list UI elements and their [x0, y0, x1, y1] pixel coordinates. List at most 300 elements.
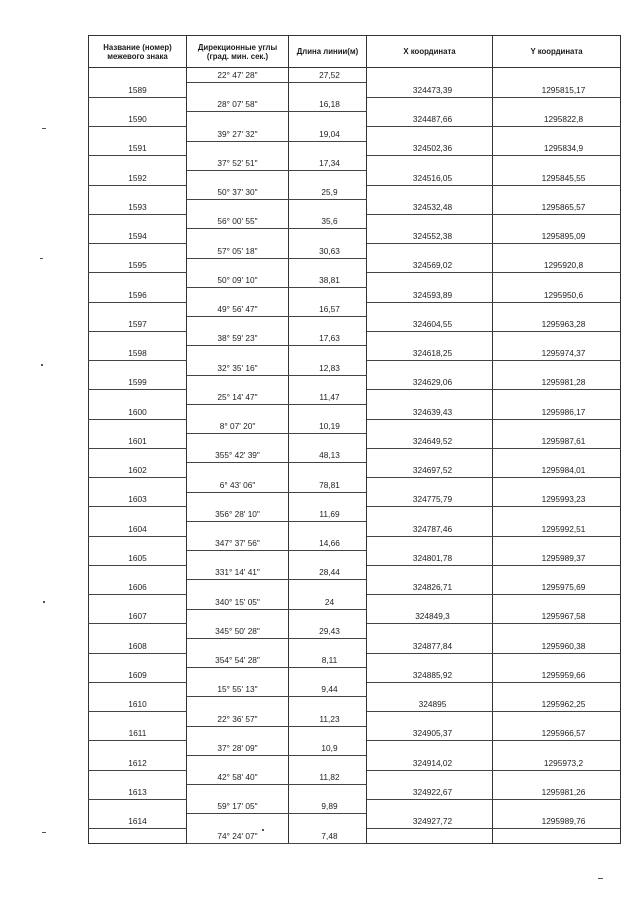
- line-length-cell-text: 10,9: [321, 742, 338, 753]
- point-name-cell-text: 1597: [128, 318, 147, 329]
- point-name-cell: [89, 565, 187, 580]
- direction-angle-cell: [187, 214, 289, 229]
- direction-angle-cell: [187, 200, 289, 215]
- y-coordinate-cell: [493, 97, 621, 112]
- x-coordinate-cell: [367, 156, 493, 171]
- direction-angle-cell-text: 28° 07' 58": [217, 99, 258, 110]
- y-coordinate-cell-text: 1295981,26: [541, 786, 586, 797]
- y-coordinate-cell: [493, 244, 621, 259]
- point-name-cell: [89, 799, 187, 814]
- y-coordinate-cell: [493, 624, 621, 639]
- line-length-cell: [289, 726, 367, 741]
- y-coordinate-cell: [493, 785, 621, 800]
- y-coordinate-cell: [493, 361, 621, 376]
- line-length-cell-text: 28,44: [319, 567, 340, 578]
- point-name-cell: [89, 361, 187, 376]
- line-length-cell: [289, 551, 367, 566]
- x-coordinate-cell: [367, 741, 493, 756]
- y-coordinate-cell-text: 1295989,37: [541, 552, 586, 563]
- point-name-cell: [89, 624, 187, 639]
- point-name-cell: [89, 741, 187, 756]
- point-name-cell-text: 1595: [128, 260, 147, 271]
- y-coordinate-cell-text: 1295895,09: [541, 231, 586, 241]
- segment-row: [89, 595, 621, 610]
- y-coordinate-cell: [493, 521, 621, 536]
- direction-angle-cell-text: 345° 50' 28": [215, 625, 260, 636]
- point-name-cell: [89, 521, 187, 536]
- y-coordinate-cell: [493, 302, 621, 317]
- point-row: [89, 668, 621, 683]
- line-length-cell-text: 11,47: [319, 391, 340, 402]
- x-coordinate-cell: [367, 814, 493, 829]
- x-coordinate-cell: [367, 478, 493, 493]
- x-coordinate-cell: [367, 726, 493, 741]
- x-coordinate-cell-text: 324775,79: [412, 494, 453, 505]
- direction-angle-cell: [187, 463, 289, 478]
- y-coordinate-cell-text: 1295975,69: [541, 582, 586, 592]
- point-name-cell: [89, 200, 187, 215]
- y-coordinate-cell: [493, 214, 621, 229]
- y-coordinate-cell: [493, 404, 621, 419]
- line-length-cell: [289, 668, 367, 683]
- x-coordinate-cell-text: 324895: [418, 699, 447, 709]
- x-coordinate-cell: [367, 682, 493, 697]
- x-coordinate-cell: [367, 390, 493, 405]
- point-row: [89, 814, 621, 829]
- point-name-cell: [89, 536, 187, 551]
- segment-row: [89, 507, 621, 522]
- point-row: [89, 200, 621, 215]
- direction-angle-cell: [187, 712, 289, 727]
- x-coordinate-cell: [367, 580, 493, 595]
- direction-angle-cell: [187, 785, 289, 800]
- point-name-cell: [89, 609, 187, 624]
- point-name-cell: [89, 68, 187, 83]
- direction-angle-cell: [187, 346, 289, 361]
- line-length-cell-text: 25,9: [321, 187, 338, 198]
- point-row: [89, 726, 621, 741]
- direction-angle-cell-text: 354° 54' 28": [215, 655, 260, 666]
- x-coordinate-cell: [367, 565, 493, 580]
- y-coordinate-cell: [493, 346, 621, 361]
- direction-angle-cell: [187, 755, 289, 770]
- y-coordinate-cell: [493, 653, 621, 668]
- x-coordinate-cell: [367, 521, 493, 536]
- segment-row: [89, 565, 621, 580]
- point-name-cell: [89, 448, 187, 463]
- table-header-row: [89, 36, 621, 68]
- point-name-cell-text: 1601: [128, 435, 147, 446]
- point-name-cell: [89, 258, 187, 273]
- point-name-cell: [89, 244, 187, 259]
- x-coordinate-cell-text: 324629,06: [412, 377, 453, 388]
- direction-angle-cell: [187, 302, 289, 317]
- line-length-cell: [289, 609, 367, 624]
- line-length-cell-text: 11,69: [319, 508, 340, 519]
- direction-angle-cell: [187, 492, 289, 507]
- point-name-cell: [89, 346, 187, 361]
- point-name-cell: [89, 141, 187, 156]
- segment-row: [89, 185, 621, 200]
- y-coordinate-cell: [493, 434, 621, 449]
- segment-row: [89, 390, 621, 405]
- line-length-cell-text: 29,43: [319, 625, 340, 636]
- direction-angle-cell-text: 355° 42' 39": [215, 450, 260, 461]
- x-coordinate-cell: [367, 375, 493, 390]
- point-row: [89, 434, 621, 449]
- point-name-cell-text: 1603: [128, 494, 147, 505]
- x-coordinate-cell: [367, 287, 493, 302]
- segment-row: [89, 127, 621, 142]
- point-name-cell: [89, 682, 187, 697]
- point-name-cell-text: 1594: [128, 231, 147, 241]
- y-coordinate-cell: [493, 697, 621, 712]
- line-length-cell: [289, 156, 367, 171]
- direction-angle-cell-text: 57° 05' 18": [217, 245, 258, 256]
- x-coordinate-cell: [367, 434, 493, 449]
- segment-row: [89, 361, 621, 376]
- direction-angle-cell: [187, 141, 289, 156]
- direction-angle-cell-text: 56° 00' 55": [217, 216, 258, 227]
- y-coordinate-cell: [493, 565, 621, 580]
- y-coordinate-cell-text: 1295920,8: [543, 260, 584, 271]
- y-coordinate-cell: [493, 638, 621, 653]
- direction-angle-cell-text: 37° 28' 09": [217, 742, 258, 753]
- line-length-cell: [289, 331, 367, 346]
- line-length-cell-text: 16,18: [319, 99, 340, 110]
- point-name-cell: [89, 785, 187, 800]
- point-name-cell: [89, 653, 187, 668]
- point-name-cell-text: 1592: [128, 172, 147, 183]
- x-coordinate-cell-text: 324801,78: [412, 552, 453, 563]
- y-coordinate-cell: [493, 463, 621, 478]
- line-length-cell: [289, 463, 367, 478]
- y-coordinate-cell-text: 1295993,23: [541, 494, 586, 505]
- point-row: [89, 580, 621, 595]
- line-length-cell: [289, 814, 367, 829]
- line-length-cell-text: 8,11: [321, 655, 338, 666]
- x-coordinate-cell-text: 324569,02: [412, 260, 453, 271]
- x-coordinate-cell-text: 324502,36: [412, 143, 453, 154]
- x-coordinate-cell: [367, 609, 493, 624]
- line-length-cell: [289, 755, 367, 770]
- y-coordinate-cell-text: 1295865,57: [541, 201, 586, 212]
- point-name-cell: [89, 302, 187, 317]
- x-coordinate-cell: [367, 68, 493, 83]
- line-length-cell: [289, 653, 367, 668]
- line-length-cell-text: 78,81: [319, 479, 340, 490]
- x-coordinate-cell: [367, 244, 493, 259]
- x-coordinate-cell: [367, 419, 493, 434]
- line-length-cell: [289, 229, 367, 244]
- line-length-cell: [289, 127, 367, 142]
- direction-angle-cell-text: 39° 27' 32": [217, 128, 258, 139]
- line-length-cell: [289, 492, 367, 507]
- line-length-cell-text: 10,19: [319, 421, 340, 432]
- x-coordinate-cell: [367, 170, 493, 185]
- y-coordinate-cell: [493, 448, 621, 463]
- y-coordinate-cell: [493, 185, 621, 200]
- x-coordinate-cell-text: 324604,55: [412, 318, 453, 329]
- point-row: [89, 258, 621, 273]
- line-length-cell: [289, 273, 367, 288]
- x-coordinate-cell-text: 324552,38: [412, 231, 453, 241]
- y-coordinate-cell: [493, 507, 621, 522]
- point-name-cell-text: 1606: [128, 582, 147, 592]
- y-coordinate-cell: [493, 799, 621, 814]
- x-coordinate-cell: [367, 258, 493, 273]
- line-length-cell-text: 35,6: [321, 216, 338, 227]
- y-coordinate-cell-text: 1295986,17: [541, 406, 586, 417]
- point-name-cell-text: 1611: [128, 728, 147, 739]
- direction-angle-cell: [187, 229, 289, 244]
- x-coordinate-cell: [367, 492, 493, 507]
- x-coordinate-cell-text: 324618,25: [412, 348, 453, 358]
- y-coordinate-cell: [493, 200, 621, 215]
- direction-angle-cell: [187, 375, 289, 390]
- direction-angle-cell: [187, 156, 289, 171]
- line-length-cell: [289, 770, 367, 785]
- y-coordinate-cell: [493, 682, 621, 697]
- line-length-cell: [289, 185, 367, 200]
- segment-row: [89, 682, 621, 697]
- point-row: [89, 83, 621, 98]
- direction-angle-cell: [187, 799, 289, 814]
- x-coordinate-cell: [367, 653, 493, 668]
- point-row: [89, 229, 621, 244]
- scan-mark: [40, 258, 43, 259]
- x-coordinate-cell-text: 324532,48: [412, 201, 453, 212]
- table-body: [89, 68, 621, 844]
- line-length-cell: [289, 170, 367, 185]
- y-coordinate-cell: [493, 741, 621, 756]
- y-coordinate-cell: [493, 609, 621, 624]
- direction-angle-cell: [187, 580, 289, 595]
- segment-row: [89, 156, 621, 171]
- direction-angle-cell-text: 37° 52' 51": [217, 157, 258, 168]
- x-coordinate-cell: [367, 712, 493, 727]
- point-name-cell: [89, 185, 187, 200]
- line-length-cell: [289, 580, 367, 595]
- segment-row: [89, 419, 621, 434]
- point-name-cell: [89, 390, 187, 405]
- point-row: [89, 170, 621, 185]
- direction-angle-cell-text: 22° 36' 57": [217, 713, 258, 724]
- x-coordinate-cell: [367, 463, 493, 478]
- x-coordinate-cell: [367, 799, 493, 814]
- point-name-cell: [89, 214, 187, 229]
- segment-row: [89, 712, 621, 727]
- point-row: [89, 317, 621, 332]
- y-coordinate-cell-text: 1295967,58: [541, 611, 586, 622]
- point-name-cell: [89, 463, 187, 478]
- x-coordinate-cell: [367, 624, 493, 639]
- point-name-cell: [89, 755, 187, 770]
- direction-angle-cell-text: 59° 17' 05": [217, 801, 258, 812]
- y-coordinate-cell: [493, 375, 621, 390]
- x-coordinate-cell-text: 324787,46: [412, 523, 453, 534]
- point-name-cell: [89, 317, 187, 332]
- y-coordinate-cell-text: 1295973,2: [543, 757, 584, 768]
- line-length-cell: [289, 507, 367, 522]
- line-length-cell: [289, 741, 367, 756]
- x-coordinate-cell-text: 324649,52: [412, 435, 453, 446]
- direction-angle-cell: [187, 112, 289, 127]
- point-name-cell: [89, 434, 187, 449]
- direction-angle-cell: [187, 317, 289, 332]
- y-coordinate-cell: [493, 68, 621, 83]
- line-length-cell-text: 17,63: [319, 333, 340, 344]
- direction-angle-cell: [187, 258, 289, 273]
- x-coordinate-cell: [367, 785, 493, 800]
- segment-row: [89, 536, 621, 551]
- point-row: [89, 609, 621, 624]
- y-coordinate-cell: [493, 229, 621, 244]
- segment-row: [89, 448, 621, 463]
- x-coordinate-cell: [367, 448, 493, 463]
- direction-angle-cell: [187, 273, 289, 288]
- line-length-cell: [289, 434, 367, 449]
- direction-angle-cell-text: 32° 35' 16": [217, 362, 258, 373]
- point-name-cell: [89, 287, 187, 302]
- y-coordinate-cell-text: 1295989,76: [541, 816, 586, 826]
- line-length-cell-text: 24: [324, 596, 335, 607]
- point-name-cell: [89, 492, 187, 507]
- line-length-cell: [289, 521, 367, 536]
- direction-angle-cell: [187, 609, 289, 624]
- x-coordinate-cell: [367, 317, 493, 332]
- y-coordinate-cell: [493, 83, 621, 98]
- line-length-cell-text: 12,83: [319, 362, 340, 373]
- line-length-cell: [289, 712, 367, 727]
- line-length-cell-text: 9,44: [321, 684, 338, 695]
- x-coordinate-cell-text: 324922,67: [412, 786, 453, 797]
- x-coordinate-cell-text: 324905,37: [412, 728, 453, 739]
- point-name-cell-text: 1609: [128, 669, 147, 680]
- direction-angle-cell: [187, 390, 289, 405]
- line-length-cell: [289, 799, 367, 814]
- point-name-cell: [89, 375, 187, 390]
- y-coordinate-cell: [493, 419, 621, 434]
- x-coordinate-cell: [367, 404, 493, 419]
- direction-angle-cell: [187, 536, 289, 551]
- direction-angle-cell: [187, 404, 289, 419]
- x-coordinate-cell: [367, 97, 493, 112]
- point-name-cell-text: 1596: [128, 289, 147, 300]
- x-coordinate-cell-text: 324826,71: [412, 582, 453, 592]
- point-name-cell: [89, 712, 187, 727]
- x-coordinate-cell: [367, 273, 493, 288]
- y-coordinate-cell: [493, 580, 621, 595]
- direction-angle-cell: [187, 682, 289, 697]
- x-coordinate-cell: [367, 829, 493, 844]
- point-name-cell-text: 1598: [128, 348, 147, 358]
- boundary-coordinates-table: [88, 35, 621, 844]
- line-length-cell: [289, 141, 367, 156]
- x-coordinate-cell-text: 324516,05: [412, 172, 453, 183]
- point-name-cell-text: 1605: [128, 552, 147, 563]
- line-length-cell: [289, 829, 367, 844]
- y-coordinate-cell: [493, 595, 621, 610]
- point-name-cell-text: 1614: [128, 816, 147, 826]
- direction-angle-cell: [187, 624, 289, 639]
- y-coordinate-cell-text: 1295959,66: [541, 669, 586, 680]
- direction-angle-cell-text: 38° 59' 23": [217, 333, 258, 344]
- segment-row: [89, 302, 621, 317]
- point-name-cell: [89, 478, 187, 493]
- x-coordinate-cell: [367, 200, 493, 215]
- point-name-cell: [89, 273, 187, 288]
- segment-row: [89, 244, 621, 259]
- header-name: Название (номер) межевого знака: [89, 36, 187, 68]
- x-coordinate-cell: [367, 112, 493, 127]
- direction-angle-cell-text: 50° 09' 10": [217, 274, 258, 285]
- point-name-cell: [89, 229, 187, 244]
- line-length-cell: [289, 302, 367, 317]
- direction-angle-cell: [187, 185, 289, 200]
- y-coordinate-cell: [493, 712, 621, 727]
- direction-angle-cell-text: 42° 58' 40": [217, 772, 258, 783]
- point-name-cell: [89, 638, 187, 653]
- segment-row: [89, 331, 621, 346]
- scan-mark: [42, 128, 46, 129]
- x-coordinate-cell-text: 324877,84: [412, 640, 453, 651]
- header-length: Длина линии(м): [289, 36, 367, 68]
- x-coordinate-cell-text: 324639,43: [412, 406, 453, 417]
- point-name-cell: [89, 668, 187, 683]
- y-coordinate-cell-text: 1295987,61: [541, 435, 586, 446]
- x-coordinate-cell: [367, 127, 493, 142]
- point-row: [89, 141, 621, 156]
- y-coordinate-cell-text: 1295845,55: [541, 172, 586, 183]
- point-name-cell-text: 1604: [128, 523, 147, 534]
- y-coordinate-cell: [493, 258, 621, 273]
- direction-angle-cell: [187, 448, 289, 463]
- direction-angle-cell: [187, 829, 289, 844]
- x-coordinate-cell-text: 324914,02: [412, 757, 453, 768]
- direction-angle-cell-text: 25° 14' 47": [217, 391, 258, 402]
- segment-row: [89, 68, 621, 83]
- point-name-cell: [89, 127, 187, 142]
- direction-angle-cell: [187, 244, 289, 259]
- point-row: [89, 638, 621, 653]
- line-length-cell-text: 16,57: [319, 304, 340, 315]
- y-coordinate-cell: [493, 273, 621, 288]
- line-length-cell: [289, 565, 367, 580]
- direction-angle-cell: [187, 595, 289, 610]
- line-length-cell: [289, 97, 367, 112]
- line-length-cell-text: 11,82: [319, 772, 340, 783]
- point-name-cell: [89, 580, 187, 595]
- direction-angle-cell-text: 331° 14' 41": [215, 567, 260, 578]
- direction-angle-cell: [187, 638, 289, 653]
- direction-angle-cell-text: 74° 24' 07": [217, 831, 258, 842]
- x-coordinate-cell: [367, 141, 493, 156]
- point-name-cell: [89, 595, 187, 610]
- point-name-cell: [89, 814, 187, 829]
- line-length-cell: [289, 624, 367, 639]
- scan-mark: [42, 832, 46, 833]
- y-coordinate-cell: [493, 755, 621, 770]
- y-coordinate-cell: [493, 170, 621, 185]
- segment-row: [89, 829, 621, 844]
- point-name-cell-text: 1612: [128, 757, 147, 768]
- segment-row: [89, 799, 621, 814]
- direction-angle-cell-text: 49° 56' 47": [217, 304, 258, 315]
- direction-angle-cell: [187, 653, 289, 668]
- line-length-cell-text: 27,52: [319, 70, 340, 81]
- x-coordinate-cell: [367, 302, 493, 317]
